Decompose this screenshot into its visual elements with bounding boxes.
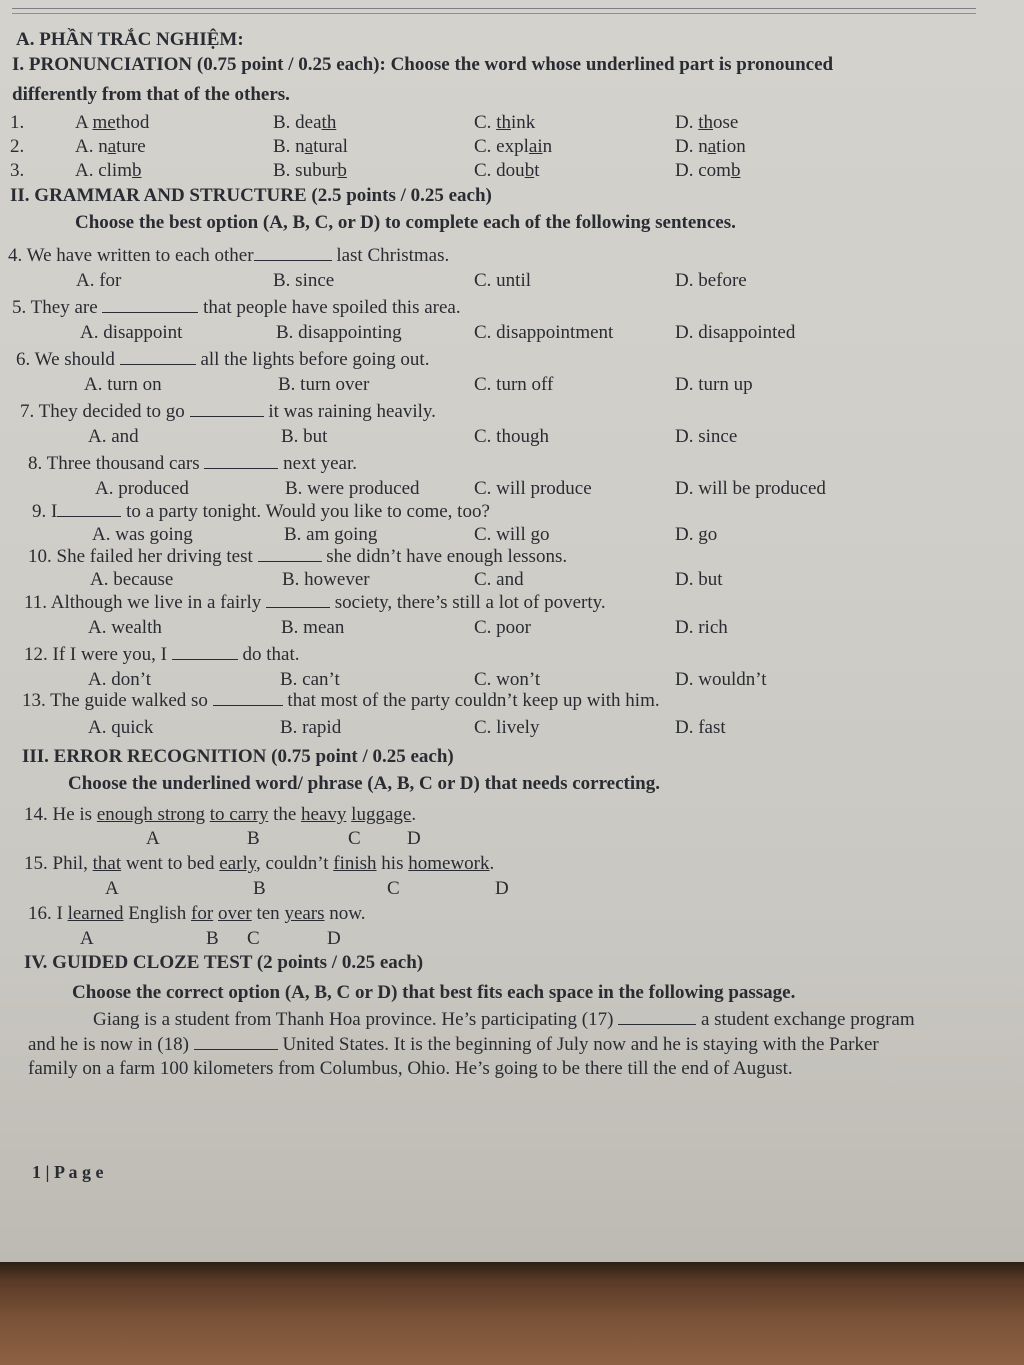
- option-text: A. n: [75, 136, 108, 157]
- option-c[interactable]: C. though: [474, 426, 549, 447]
- answer-blank[interactable]: [190, 401, 264, 417]
- option-text: tion: [716, 136, 746, 157]
- underlined-part: b: [337, 160, 347, 181]
- option-b-phrase: early: [219, 853, 257, 874]
- passage-text: United States. It is the beginning of July now and he is staying with the Parker: [277, 1034, 879, 1055]
- option-letter-d: D: [327, 928, 341, 949]
- option-text: D. com: [675, 160, 731, 181]
- passage-text: and he is now in (18): [28, 1034, 194, 1055]
- question-text: the: [268, 804, 302, 825]
- option-d[interactable]: D. wouldn’t: [675, 669, 767, 690]
- option-a[interactable]: [75, 136, 146, 158]
- option-a[interactable]: A. quick: [88, 717, 154, 738]
- question-text: it was raining heavily.: [263, 401, 436, 422]
- option-text: C.: [474, 112, 497, 133]
- option-d[interactable]: [675, 160, 740, 182]
- option-b[interactable]: B. am going: [284, 524, 378, 545]
- cloze-passage-line-2: [28, 1034, 879, 1056]
- question-text: to a party tonight. Would you like to come, too?: [121, 501, 490, 522]
- question-text: went to bed: [121, 853, 220, 874]
- option-text: ture: [116, 136, 146, 157]
- question-10: [28, 546, 567, 568]
- option-a-phrase: that: [92, 853, 122, 874]
- answer-blank[interactable]: [102, 297, 198, 313]
- underlined-part: b: [524, 160, 535, 181]
- option-text: A: [75, 112, 93, 133]
- option-b[interactable]: B. rapid: [280, 717, 342, 738]
- option-b[interactable]: B. can’t: [280, 669, 340, 690]
- option-c[interactable]: C. will produce: [474, 478, 592, 499]
- option-c[interactable]: [474, 160, 539, 182]
- question-text: next year.: [278, 453, 358, 474]
- option-b[interactable]: B. but: [281, 426, 328, 447]
- question-text: that most of the party couldn’t keep up with him.: [282, 690, 660, 711]
- question-text: society, there’s still a lot of poverty.: [330, 592, 606, 613]
- question-text: 14. He is: [24, 804, 97, 825]
- question-number: 3.: [10, 160, 25, 181]
- option-d-phrase: years: [284, 903, 325, 924]
- option-d[interactable]: [675, 136, 746, 158]
- answer-blank[interactable]: [204, 453, 278, 469]
- question-text: 8. Three thousand cars: [28, 453, 205, 474]
- option-c[interactable]: C. and: [474, 569, 524, 590]
- answer-blank[interactable]: [172, 644, 238, 660]
- option-text: B. subur: [273, 160, 338, 181]
- option-letter-a: A: [105, 878, 119, 899]
- question-text: 13. The guide walked so: [22, 690, 213, 711]
- question-9: [32, 501, 490, 523]
- question-text: English: [123, 903, 192, 924]
- table-surface: [0, 1262, 1024, 1365]
- option-text: A. clim: [75, 160, 132, 181]
- error-heading: III. ERROR RECOGNITION (0.75 point / 0.25 each): [22, 746, 454, 767]
- section-a-title: A. PHẦN TRẮC NGHIỆM:: [16, 29, 244, 50]
- option-letter-c: C: [348, 828, 361, 849]
- option-text: tural: [313, 136, 348, 157]
- option-b[interactable]: [273, 160, 347, 182]
- option-b[interactable]: B. however: [282, 569, 370, 590]
- option-a-phrase: learned: [67, 903, 124, 924]
- passage-text: Giang is a student from Thanh Hoa province. He’s participating (17): [93, 1009, 619, 1030]
- option-b[interactable]: B. were produced: [285, 478, 420, 499]
- option-text: C. expl: [474, 136, 529, 157]
- answer-blank[interactable]: [266, 592, 330, 608]
- option-letter-b: B: [253, 878, 266, 899]
- option-b[interactable]: B. since: [273, 270, 335, 291]
- grammar-heading: II. GRAMMAR AND STRUCTURE (2.5 points / 0.25 each): [10, 185, 492, 206]
- option-c[interactable]: C. will go: [474, 524, 550, 545]
- cloze-heading: IV. GUIDED CLOZE TEST (2 points / 0.25 each): [24, 952, 424, 973]
- option-text: n: [542, 136, 553, 157]
- question-6: [16, 349, 429, 371]
- cloze-passage-line-3: family on a farm 100 kilometers from Columbus, Ohio. He’s going to be there till the end of August.: [28, 1058, 793, 1079]
- option-text: t: [534, 160, 540, 181]
- option-letter-b: B: [247, 828, 260, 849]
- underlined-part: th: [496, 112, 511, 133]
- option-d[interactable]: D. will be produced: [675, 478, 826, 499]
- question-text: 9. I: [32, 501, 58, 522]
- cloze-passage-line-1: [93, 1009, 915, 1031]
- option-text: B. n: [273, 136, 305, 157]
- option-a[interactable]: A. produced: [95, 478, 189, 499]
- underlined-part: b: [730, 160, 741, 181]
- error-question-15: [24, 853, 494, 875]
- question-text: .: [489, 853, 495, 874]
- option-letter-a: A: [80, 928, 94, 949]
- underlined-part: me: [92, 112, 116, 133]
- option-a[interactable]: A. for: [76, 270, 122, 291]
- pronunciation-heading-cont: differently from that of the others.: [12, 84, 290, 105]
- option-d[interactable]: [675, 112, 738, 134]
- question-text: 12. If I were you, I: [24, 644, 172, 665]
- question-text: 4. We have written to each other: [8, 245, 254, 266]
- option-b[interactable]: B. turn over: [278, 374, 370, 395]
- passage-text: a student exchange program: [696, 1009, 915, 1030]
- option-text: B. dea: [273, 112, 322, 133]
- option-b-phrase: for: [191, 903, 214, 924]
- option-c[interactable]: C. disappointment: [474, 322, 614, 343]
- option-c-phrase: over: [217, 903, 252, 924]
- cloze-instruction: Choose the correct option (A, B, C or D) that best fits each space in the following passage.: [72, 982, 796, 1003]
- question-text: last Christmas.: [331, 245, 450, 266]
- option-a[interactable]: A. because: [90, 569, 174, 590]
- underlined-part: a: [107, 136, 117, 157]
- option-a[interactable]: A. wealth: [88, 617, 162, 638]
- option-a[interactable]: [75, 160, 142, 182]
- underlined-part: b: [132, 160, 142, 181]
- option-d[interactable]: D. but: [675, 569, 723, 590]
- question-text: 15. Phil,: [24, 853, 93, 874]
- question-text: that people have spoiled this area.: [198, 297, 461, 318]
- answer-blank-18[interactable]: [194, 1034, 278, 1050]
- option-c-phrase: finish: [333, 853, 377, 874]
- answer-blank-17[interactable]: [618, 1009, 696, 1025]
- option-a-phrase: enough strong: [96, 804, 206, 825]
- option-text: D. n: [675, 136, 708, 157]
- option-b-phrase: to carry: [209, 804, 269, 825]
- question-text: 11. Although we live in a fairly: [24, 592, 267, 613]
- question-5: [12, 297, 461, 319]
- question-text: 5. They are: [12, 297, 103, 318]
- question-text: now.: [324, 903, 366, 924]
- option-b[interactable]: [273, 112, 336, 134]
- option-a[interactable]: A. don’t: [88, 669, 151, 690]
- underlined-part: a: [707, 136, 717, 157]
- option-d[interactable]: D. since: [675, 426, 738, 447]
- question-text: , couldn’t: [256, 853, 334, 874]
- option-a[interactable]: A. and: [88, 426, 139, 447]
- question-text: all the lights before going out.: [195, 349, 430, 370]
- option-c[interactable]: C. won’t: [474, 669, 541, 690]
- question-4: [8, 245, 449, 267]
- option-d[interactable]: D. fast: [675, 717, 726, 738]
- option-text: ose: [713, 112, 739, 133]
- underlined-part: a: [304, 136, 314, 157]
- answer-blank[interactable]: [213, 690, 283, 706]
- question-text: his: [376, 853, 409, 874]
- option-a[interactable]: [75, 112, 149, 134]
- option-text: thod: [115, 112, 150, 133]
- option-b[interactable]: B. disappointing: [276, 322, 402, 343]
- question-number: 2.: [10, 136, 25, 157]
- error-instruction: Choose the underlined word/ phrase (A, B, C or D) that needs correcting.: [68, 773, 660, 794]
- pronunciation-heading: I. PRONUNCIATION (0.75 point / 0.25 each): Choose the word whose underlined part is pronounced: [12, 54, 834, 75]
- option-c[interactable]: C. poor: [474, 617, 531, 638]
- answer-blank[interactable]: [120, 349, 196, 365]
- option-c[interactable]: C. turn off: [474, 374, 554, 395]
- option-a[interactable]: A. turn on: [84, 374, 162, 395]
- option-d-phrase: luggage: [351, 804, 412, 825]
- option-c-phrase: heavy: [301, 804, 347, 825]
- error-question-14: [24, 804, 416, 826]
- option-c[interactable]: [474, 136, 552, 158]
- option-b[interactable]: B. mean: [281, 617, 345, 638]
- question-number: 1.: [10, 112, 25, 133]
- question-text: 7. They decided to go: [20, 401, 190, 422]
- option-text: D.: [675, 112, 699, 133]
- question-13: [22, 690, 660, 712]
- grammar-instruction: Choose the best option (A, B, C, or D) to complete each of the following sentences.: [75, 212, 736, 233]
- question-text: do that.: [237, 644, 300, 665]
- option-letter-c: C: [387, 878, 400, 899]
- question-text: she didn’t have enough lessons.: [321, 546, 568, 567]
- question-text: 16. I: [28, 903, 68, 924]
- top-rule: [12, 8, 976, 14]
- option-a[interactable]: A. was going: [92, 524, 193, 545]
- option-d[interactable]: D. rich: [675, 617, 728, 638]
- option-letter-d: D: [495, 878, 509, 899]
- option-d[interactable]: D. disappointed: [675, 322, 796, 343]
- underlined-part: th: [321, 112, 337, 133]
- answer-blank[interactable]: [258, 546, 322, 562]
- page-footer: 1 | P a g e: [32, 1162, 104, 1182]
- option-text: C. dou: [474, 160, 525, 181]
- option-d[interactable]: D. turn up: [675, 374, 753, 395]
- option-letter-a: A: [146, 828, 160, 849]
- answer-blank[interactable]: [254, 245, 332, 261]
- option-letter-c: C: [247, 928, 260, 949]
- underlined-part: th: [698, 112, 714, 133]
- question-text: 6. We should: [16, 349, 120, 370]
- option-letter-d: D: [407, 828, 421, 849]
- question-text: .: [411, 804, 417, 825]
- question-7: [20, 401, 436, 423]
- option-c[interactable]: C. lively: [474, 717, 540, 738]
- option-text: ink: [510, 112, 536, 133]
- question-text: 10. She failed her driving test: [28, 546, 258, 567]
- option-d-phrase: homework: [408, 853, 490, 874]
- question-11: [24, 592, 606, 614]
- question-12: [24, 644, 299, 666]
- option-d[interactable]: D. go: [675, 524, 718, 545]
- option-a[interactable]: A. disappoint: [80, 322, 183, 343]
- option-c[interactable]: C. until: [474, 270, 532, 291]
- error-question-16: [28, 903, 366, 925]
- option-c[interactable]: [474, 112, 535, 134]
- question-8: [28, 453, 357, 475]
- option-letter-b: B: [206, 928, 219, 949]
- answer-blank[interactable]: [57, 501, 121, 517]
- underlined-part: ai: [528, 136, 543, 157]
- option-b[interactable]: [273, 136, 348, 158]
- option-d[interactable]: D. before: [675, 270, 747, 291]
- question-text: ten: [251, 903, 285, 924]
